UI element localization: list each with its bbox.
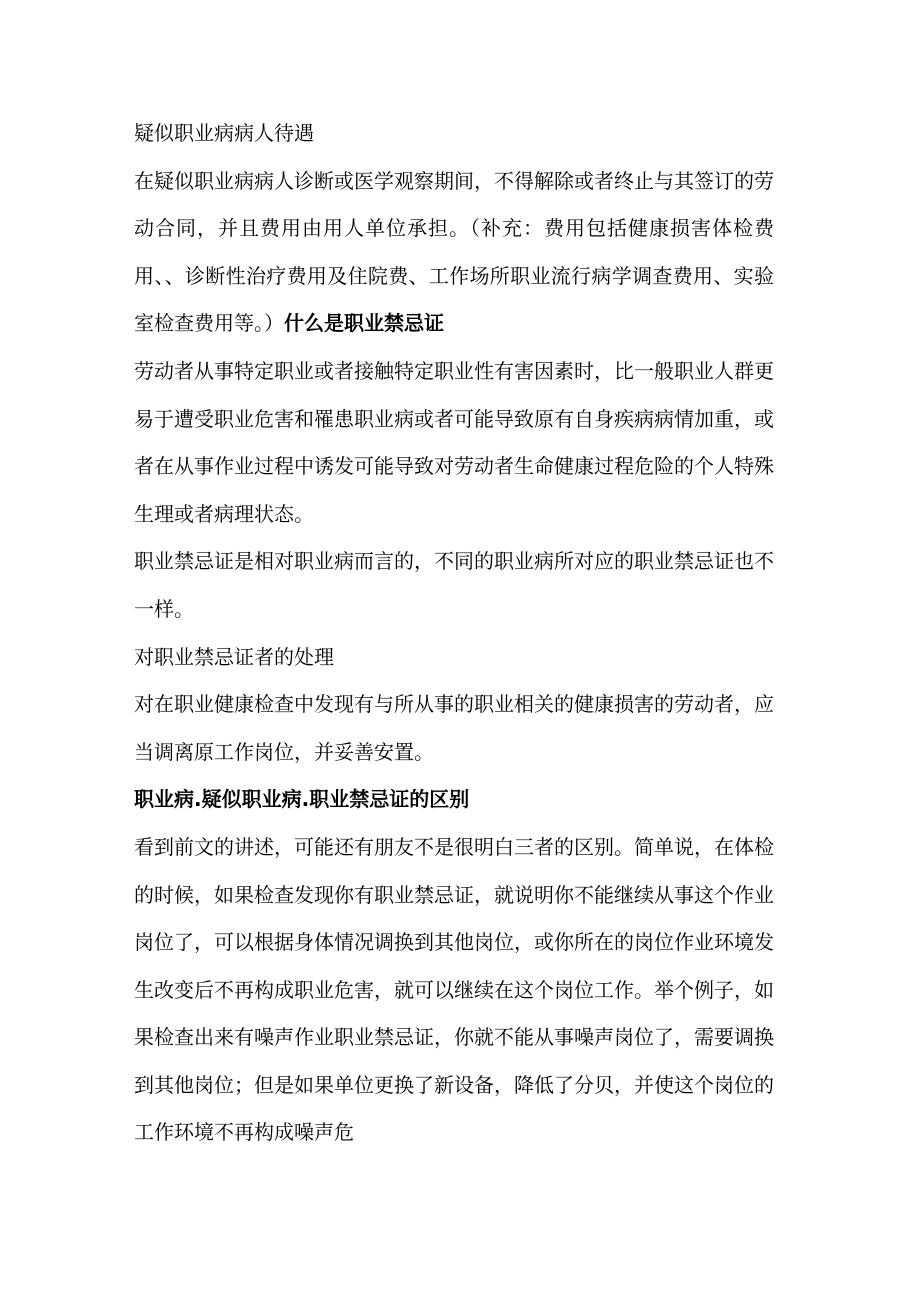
paragraph-contraindication-relative: 职业禁忌证是相对职业病而言的，不同的职业病所对应的职业禁忌证也不一样。: [134, 549, 774, 621]
heading-suspected-patient-treatment: 疑似职业病病人待遇: [134, 121, 314, 145]
paragraph-text: 在疑似职业病病人诊断或医学观察期间，不得解除或者终止与其签订的劳动合同，并且费用由用人单位承担。（补充：费用包括健康损害体检费用、、诊断性治疗费用及住院费、工作场所职业流行病学调查费用、实验室检查费用等。）: [134, 168, 774, 336]
paragraph-differences-explanation: 看到前文的讲述，可能还有朋友不是很明白三者的区别。简单说，在体检的时候，如果检查发现你有职业禁忌证，就说明你不能继续从事这个作业岗位了，可以根据身体情况调换到其他岗位，或你所在的岗位作业环境发生改变后不再构成职业危害，就可以继续在这个岗位工作。举个例子，如果检查出来有噪声作业职业禁忌证，你就不能从事噪声岗位了，需要调换到其他岗位；但是如果单位更换了新设备，降低了分贝，并使这个岗位的工作环境不再构成噪声危: [134, 834, 774, 1145]
heading-contraindication-handling: 对职业禁忌证者的处理: [134, 644, 334, 669]
heading-differences: 职业病.疑似职业病.职业禁忌证的区别: [134, 787, 470, 812]
paragraph-suspected-patient-contract: [134, 158, 774, 348]
document-body: [134, 110, 774, 1157]
paragraph-contraindication-handling: 对在职业健康检查中发现有与所从事的职业相关的健康损害的劳动者，应当调离原工作岗位，并妥善安置。: [134, 692, 774, 764]
heading-what-is-contraindication: 什么是职业禁忌证: [284, 311, 444, 336]
paragraph-contraindication-definition: 劳动者从事特定职业或者接触特定职业性有害因素时，比一般职业人群更易于遭受职业危害和罹患职业病或者可能导致原有自身疾病病情加重，或者在从事作业过程中诱发可能导致对劳动者生命健康过程危险的个人特殊生理或者病理状态。: [134, 358, 774, 526]
